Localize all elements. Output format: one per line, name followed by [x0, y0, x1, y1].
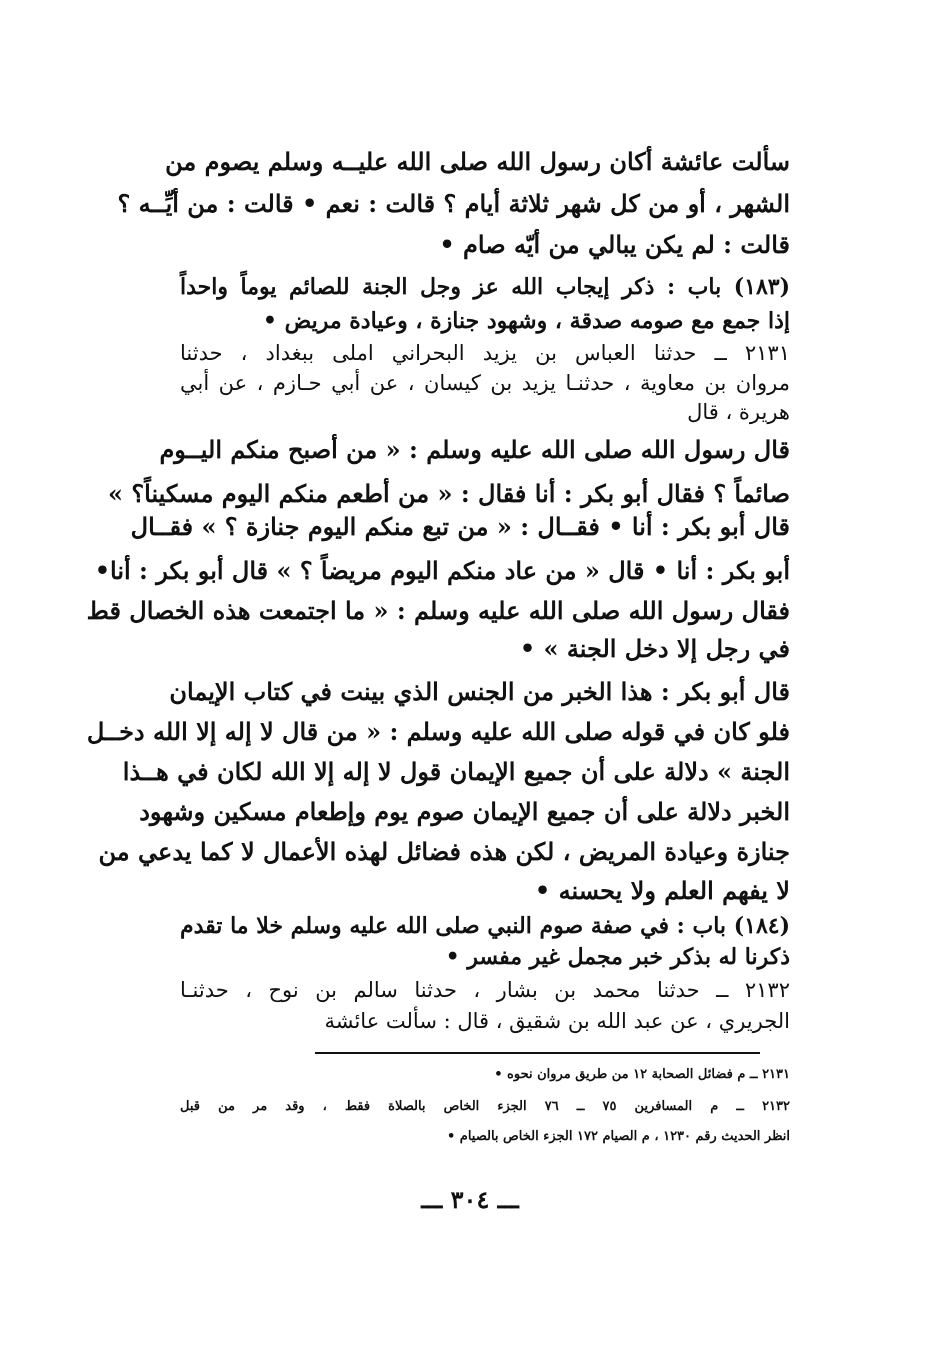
body-line: أبو بكر : أنا • قال « من عاد منكم اليوم مريضاً ؟ » قال أبو بكر : أنا• [94, 556, 790, 585]
commentary-line: فلو كان في قوله صلى الله عليه وسلم : « من قال لا إله إلا الله دخــل [86, 717, 790, 746]
commentary-line: جنازة وعيادة المريض ، لكن هذه فضائل لهذه الأعمال لا كما يدعي من [98, 837, 790, 866]
isnad-line: هريرة ، قال [687, 400, 790, 424]
body-line: قال أبو بكر : أنا • فقــال : « من تبع منكم اليوم جنازة ؟ » فقــال [130, 512, 790, 541]
body-line: قالت : لم يكن يبالي من أيّه صام • [439, 230, 790, 259]
page-number: ـــ ٣٠٤ ـــ [421, 1185, 519, 1214]
body-line: الشهر ، أو من كل شهر ثلاثة أيام ؟ قالت : نعم • قالت : من أيِّــه ؟ [117, 189, 790, 218]
isnad-line: ٢١٣١ ــ حدثنا العباس بن يزيد البحراني املى ببغداد ، حدثنا [180, 341, 790, 365]
commentary-line: قال أبو بكر : هذا الخبر من الجنس الذي بينت في كتاب الإيمان [169, 677, 790, 706]
commentary-line: الجنة » دلالة على أن جميع الإيمان قول لا إله إلا الله لكان في هــذا [122, 757, 790, 786]
chapter-heading-line: ذكرنا له بذكر خبر مجمل غير مفسر • [445, 944, 790, 970]
commentary-line: لا يفهم العلم ولا يحسنه • [534, 876, 790, 905]
body-line: في رجل إلا دخل الجنة » • [519, 634, 790, 663]
body-line: صائماً ؟ فقال أبو بكر : أنا فقال : « من أطعم منكم اليوم مسكيناً؟ » [108, 479, 790, 508]
footnote-line: انظر الحديث رقم ١٢٣٠ ، م الصيام ١٧٢ الجزء الخاص بالصيام • [446, 1129, 790, 1144]
chapter-heading-line: إذا جمع مع صومه صدقة ، وشهود جنازة ، وعيادة مريض • [262, 308, 790, 334]
body-line: قال رسول الله صلى الله عليه وسلم : « من أصبح منكم اليــوم [159, 435, 790, 464]
isnad-line: الجريري ، عن عبد الله بن شقيق ، قال : سألت عائشة [324, 1009, 790, 1033]
footnote-line: ٢١٣١ ــ م فضائل الصحابة ١٢ من طريق مروان نحوه • [494, 1067, 790, 1082]
isnad-line: ٢١٣٢ ــ حدثنا محمد بن بشار ، حدثنا سالم بن نوح ، حدثنـا [180, 978, 790, 1002]
chapter-heading-line: (١٨٣) باب : ذكر إيجاب الله عز وجل الجنة للصائم يوماً واحداً [180, 274, 790, 300]
body-line: سألت عائشة أكان رسول الله صلى الله عليــه وسلم يصوم من [165, 147, 790, 176]
footnote-line: ٢١٣٢ ــ م المسافرين ٧٥ ــ ٧٦ الجزء الخاص بالصلاة فقط ، وقد مر من قبل [180, 1099, 790, 1114]
chapter-heading-line: (١٨٤) باب : في صفة صوم النبي صلى الله عليه وسلم خلا ما تقدم [180, 913, 790, 939]
isnad-line: مروان بن معاوية ، حدثنـا يزيد بن كيسان ، عن أبي حـازم ، عن أبي [180, 371, 790, 395]
footnote-separator [315, 1052, 760, 1054]
body-line: فقال رسول الله صلى الله عليه وسلم : « ما اجتمعت هذه الخصال قط [86, 596, 790, 625]
commentary-line: الخبر دلالة على أن جميع الإيمان صوم يوم وإطعام مسكين وشهود [139, 797, 790, 826]
